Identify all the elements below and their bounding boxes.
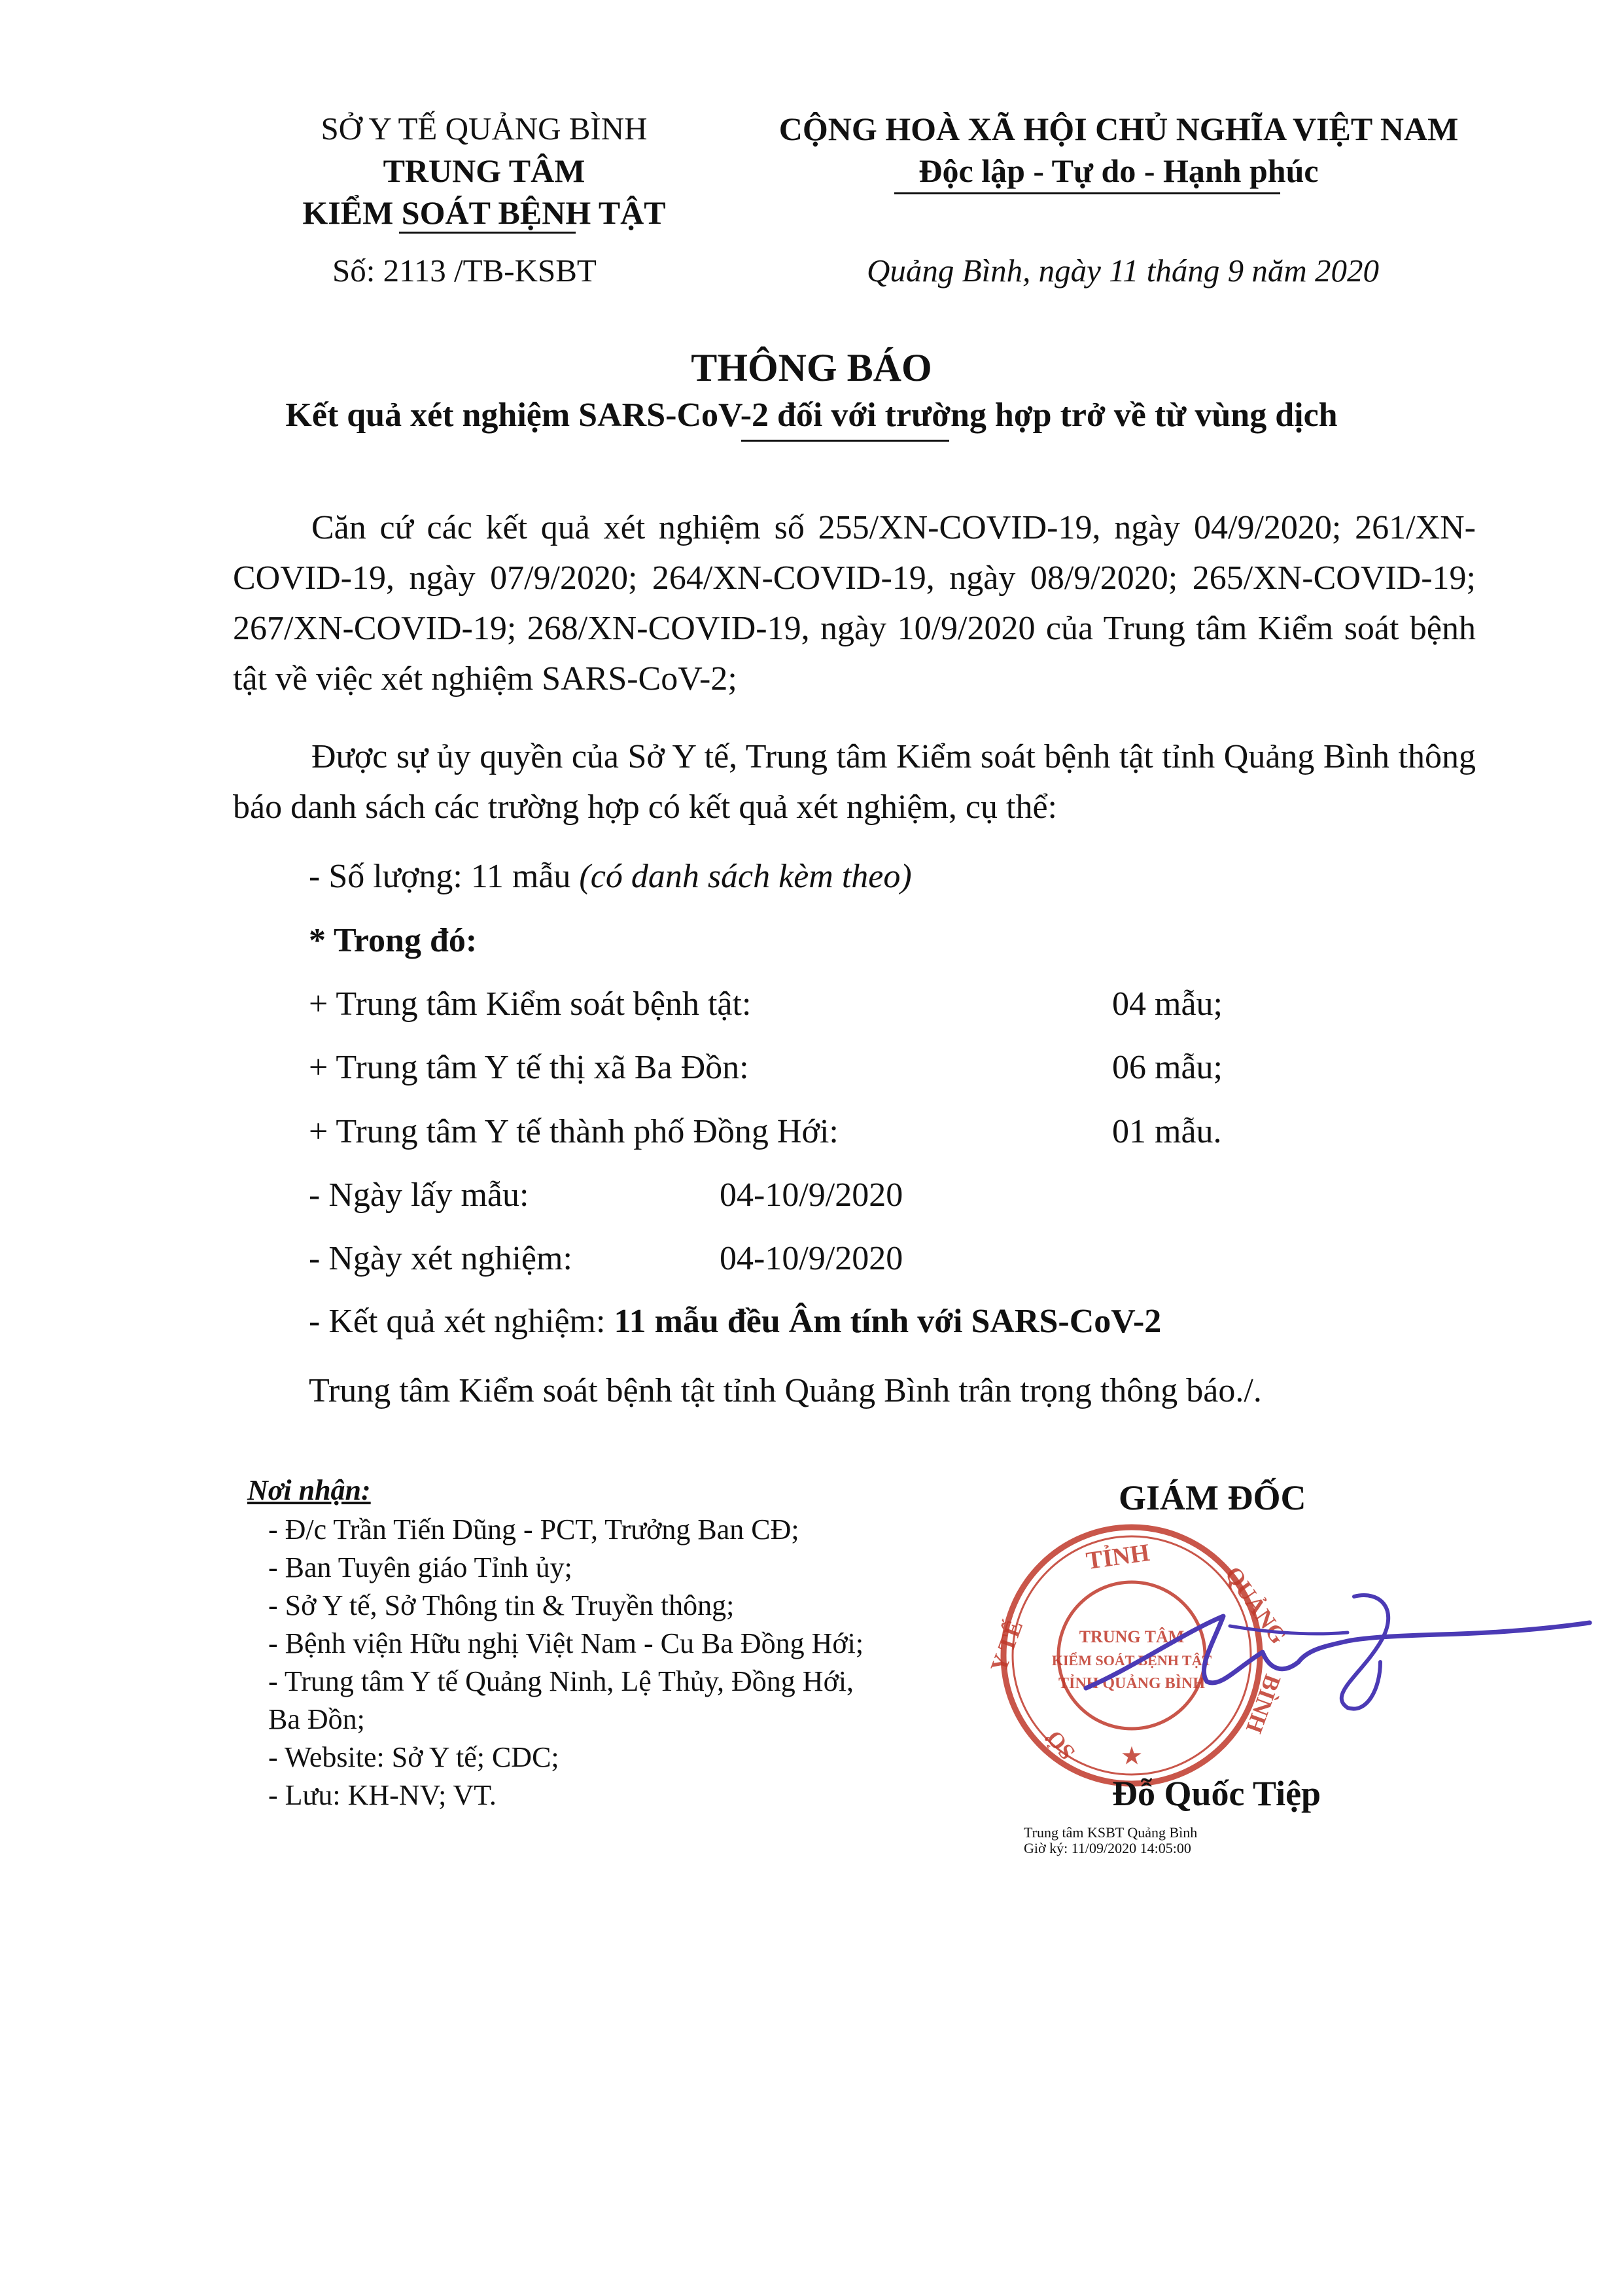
place-date: Quảng Bình, ngày 11 tháng 9 năm 2020 <box>867 253 1380 289</box>
motto-underline <box>894 192 1280 194</box>
recipient-item: - Trung tâm Y tế Quảng Ninh, Lệ Thủy, Đồng Hới, <box>268 1665 854 1697</box>
svg-text:Y TẾ: Y TẾ <box>985 1616 1028 1676</box>
country-name: CỘNG HOÀ XÃ HỘI CHỦ NGHĨA VIỆT NAM <box>778 111 1459 147</box>
breakdown-heading: * Trong đó: <box>309 922 478 959</box>
closing-statement: Trung tâm Kiểm soát bệnh tật tỉnh Quảng Bình trân trọng thông báo./. <box>309 1372 1262 1409</box>
national-motto: Độc lập - Tự do - Hạnh phúc <box>918 152 1319 189</box>
result-value: 11 mẫu đều Âm tính với SARS-CoV-2 <box>614 1303 1162 1340</box>
signer-name: Đỗ Quốc Tiệp <box>1112 1774 1321 1813</box>
quantity-label: - Số lượng: 11 mẫu <box>309 858 580 895</box>
sample-date-value: 04-10/9/2020 <box>720 1176 903 1214</box>
recipient-item: - Website: Sở Y tế; CDC; <box>268 1741 559 1773</box>
result-label: - Kết quả xét nghiệm: <box>309 1303 614 1340</box>
signer-position: GIÁM ĐỐC <box>1119 1478 1306 1517</box>
quantity-line <box>309 857 912 896</box>
test-date-label: - Ngày xét nghiệm: <box>309 1240 572 1277</box>
svg-text:TỈNH QUẢNG BÌNH: TỈNH QUẢNG BÌNH <box>1058 1675 1206 1692</box>
recipient-item: - Sở Y tế, Sở Thông tin & Truyền thông; <box>268 1589 735 1621</box>
digital-sign-time: Giờ ký: 11/09/2020 14:05:00 <box>1024 1840 1191 1856</box>
paragraph-authorization: Được sự ủy quyền của Sở Y tế, Trung tâm Kiểm soát bệnh tật tỉnh Quảng Bình thông báo danh sách các trường hợp có kết quả xét nghiệm, cụ thể: <box>233 738 1476 826</box>
breakdown-item-donghoi-label: + Trung tâm Y tế thành phố Đồng Hới: <box>309 1113 839 1150</box>
quantity-note: (có danh sách kèm theo) <box>579 858 912 895</box>
document-subtitle: Kết quả xét nghiệm SARS-CoV-2 đối với trường hợp trở về từ vùng dịch <box>285 397 1338 434</box>
handwritten-signature <box>1073 1570 1596 1740</box>
recipient-item: - Đ/c Trần Tiến Dũng - PCT, Trưởng Ban CĐ; <box>268 1513 799 1545</box>
svg-text:QUẢNG: QUẢNG <box>1220 1561 1292 1649</box>
doc-number: Số: 2113 /TB-KSBT <box>332 253 597 289</box>
svg-text:KIỂM SOÁT BỆNH TẬT: KIỂM SOÁT BỆNH TẬT <box>1051 1652 1212 1669</box>
org-parent: SỞ Y TẾ QUẢNG BÌNH <box>321 111 648 147</box>
org-underline <box>399 232 576 234</box>
document-title: THÔNG BÁO <box>691 346 932 389</box>
sample-date-label: - Ngày lấy mẫu: <box>309 1176 529 1214</box>
digital-signer: Trung tâm KSBT Quảng Bình <box>1024 1824 1198 1841</box>
breakdown-item-baddon-value: 06 mẫu; <box>1112 1049 1223 1086</box>
breakdown-item-cdc-label: + Trung tâm Kiểm soát bệnh tật: <box>309 985 752 1023</box>
recipients-heading: Nơi nhận: <box>247 1474 371 1506</box>
paragraph-basis: Căn cứ các kết quả xét nghiệm số 255/XN-COVID-19, ngày 04/9/2020; 261/XN-COVID-19, ngày 07/9/2020; 264/XN-COVID-19, ngày 08/9/2020; 265/XN-COVID-19; 267/XN-COVID-19; 268/XN-COVID-19, ngày 10/9/2020 của Trung tâm Kiểm soát bệnh tật về việc xét nghiệm SARS-CoV-2; <box>233 509 1476 698</box>
test-date-value: 04-10/9/2020 <box>720 1240 903 1277</box>
recipient-item: - Ban Tuyên giáo Tỉnh ủy; <box>268 1551 572 1583</box>
org-name-line1: TRUNG TÂM <box>383 152 585 189</box>
svg-text:TRUNG TÂM: TRUNG TÂM <box>1079 1627 1185 1646</box>
recipient-item: - Lưu: KH-NV; VT. <box>268 1779 497 1811</box>
svg-text:SỞ: SỞ <box>1042 1725 1080 1765</box>
result-line <box>309 1302 1161 1341</box>
svg-text:TỈNH: TỈNH <box>1084 1538 1151 1576</box>
svg-text:★: ★ <box>1121 1744 1142 1769</box>
breakdown-item-donghoi-value: 01 mẫu. <box>1112 1113 1222 1150</box>
recipient-item: - Bệnh viện Hữu nghị Việt Nam - Cu Ba Đồng Hới; <box>268 1627 864 1659</box>
breakdown-item-cdc-value: 04 mẫu; <box>1112 985 1223 1023</box>
title-underline <box>741 440 949 442</box>
svg-text:BÌNH: BÌNH <box>1240 1671 1286 1737</box>
breakdown-item-baddon-label: + Trung tâm Y tế thị xã Ba Đồn: <box>309 1049 749 1086</box>
recipient-item: Ba Đồn; <box>268 1703 365 1735</box>
org-name-line2: KIỂM SOÁT BỆNH TẬT <box>302 194 666 231</box>
